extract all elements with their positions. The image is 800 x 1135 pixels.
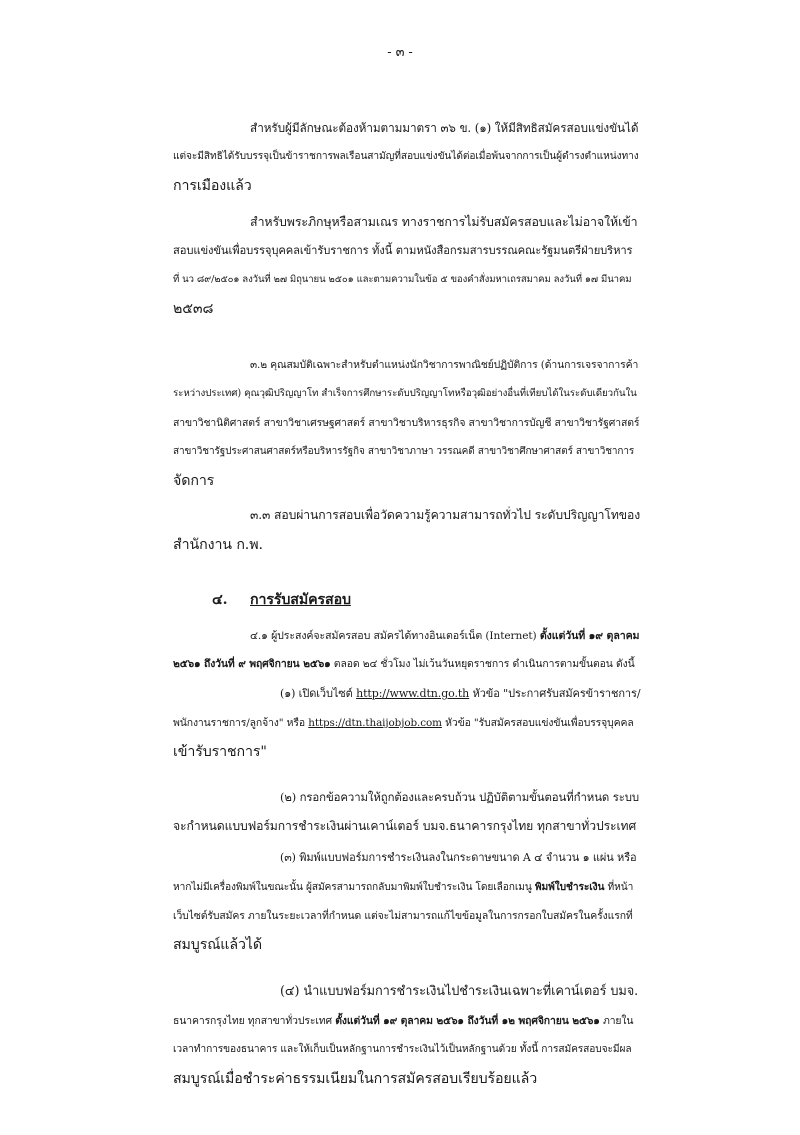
item41-line1-date: ตั้งแต่วันที่ ๑๙ ตุลาคม: [539, 630, 640, 642]
para1-line1: สำหรับผู้มีลักษณะต้องห้ามตามมาตรา ๓๖ ข. (๑) ให้มีสิทธิสมัครสอบแข่งขันได้: [250, 121, 639, 135]
step4-line2-text: ธนาคารกรุงไทย ทุกสาขาทั่วประเทศ: [173, 1015, 333, 1027]
step1-line3: เข้ารับราชการ": [173, 744, 267, 760]
para1-line3: การเมืองแล้ว: [173, 178, 252, 194]
step4-line2: [173, 1011, 633, 1031]
section-number: ๔.: [212, 592, 228, 608]
section-title: การรับสมัครสอบ: [250, 592, 351, 608]
step4-line2-dates: ตั้งแต่วันที่ ๑๙ ตุลาคม ๒๕๖๑ ถึงวันที่ ๑๒ พฤศจิกายน ๒๕๖๑: [335, 1015, 600, 1027]
para3-line3: สาขาวิชานิติศาสตร์ สาขาวิชาเศรษฐศาสตร์ สาขาวิชาบริหารธุรกิจ สาขาวิชาการบัญชี สาขาวิชารัฐศาสตร์: [173, 417, 640, 429]
step1-line2: [173, 713, 634, 733]
para2-line2: สอบแข่งขันเพื่อบรรจุบุคคลเข้ารับราชการ ทั้งนี้ ตามหนังสือกรมสารบรรณคณะรัฐมนตรีฝ่ายบริหาร: [173, 244, 633, 257]
step4-line1: (๔) นำแบบฟอร์มการชำระเงินไปชำระเงินเฉพาะที่เคาน์เตอร์ บมจ.: [280, 984, 639, 999]
step1-line2-prefix: พนักงานราชการ/ลูกจ้าง" หรือ: [173, 717, 306, 729]
step2-line2: จะกำหนดแบบฟอร์มการชำระเงินผ่านเคาน์เตอร์ บมจ.ธนาคารกรุงไทย ทุกสาขาทั่วประเทศ: [173, 819, 637, 833]
step2-line1: (๒) กรอกข้อความให้ถูกต้องและครบถ้วน ปฏิบัติตามขั้นตอนที่กำหนด ระบบ: [280, 790, 640, 804]
step4-line3: เวลาทำการของธนาคาร และให้เก็บเป็นหลักฐานการชำระเงินไว้เป็นหลักฐานด้วย ทั้งนี้ การสมัครสอบจะมีผล: [173, 1044, 632, 1055]
para3-line1: ๓.๒ คุณสมบัติเฉพาะสำหรับตำแหน่งนักวิชาการพาณิชย์ปฏิบัติการ (ด้านการเจรจาการค้า: [250, 359, 639, 371]
thaijobjob-link[interactable]: https://dtn.thaijobjob.com: [308, 717, 442, 729]
step1-topic: หัวข้อ "ประกาศรับสมัครข้าราชการ/: [472, 687, 641, 700]
step3-line2-end: ที่หน้า: [607, 882, 634, 893]
para4-line1: ๓.๓ สอบผ่านการสอบเพื่อวัดความรู้ความสามารถทั่วไป ระดับปริญญาโทของ: [250, 508, 641, 522]
step1-prefix: (๑) เปิดเว็บไซต์: [280, 687, 353, 700]
step3-line1: (๓) พิมพ์แบบฟอร์มการชำระเงินลงในกระดาษขนาด A ๔ จำนวน ๑ แผ่น หรือ: [280, 851, 637, 864]
para2-line3: ที่ นว ๘๙/๒๕๐๑ ลงวันที่ ๒๗ มิถุนายน ๒๕๐๑ และตามความในข้อ ๕ ของคำสั่งมหาเถรสมาคม ลงวันที่ ๑๗ มีนาคม: [173, 274, 632, 285]
dtn-website-link[interactable]: http://www.dtn.go.th: [356, 687, 470, 700]
para3-line2: ระหว่างประเทศ) คุณวุฒิปริญญาโท สำเร็จการศึกษาระดับปริญญาโทหรือวุฒิอย่างอื่นที่เทียบได้ในระดับเดียวกันใน: [173, 388, 637, 399]
step4-line4: สมบูรณ์เมื่อชำระค่าธรรมเนียมในการสมัครสอบเรียบร้อยแล้ว: [173, 1071, 538, 1087]
step4-line2-end: ภายใน: [602, 1015, 634, 1027]
step3-line3: เว็บไซต์รับสมัคร ภายในระยะเวลาที่กำหนด แต่จะไม่สามารถแก้ไขข้อมูลในการกรอกใบสมัครในครั้งแรกที่: [173, 910, 633, 922]
item41-line1-text: ๔.๑ ผู้ประสงค์จะสมัครสอบ สมัครได้ทางอินเตอร์เน็ต (Internet): [250, 630, 537, 642]
para3-line5: จัดการ: [173, 473, 215, 489]
step1-line2-topic: หัวข้อ "รับสมัครสอบแข่งขันเพื่อบรรจุบุคคล: [445, 717, 634, 729]
para3-line4: สาขาวิชารัฐประศาสนศาสตร์หรือบริหารรัฐกิจ สาขาวิชาภาษา วรรณคดี สาขาวิชาศึกษาศาสตร์ สาขาวิชาการ: [173, 446, 635, 457]
item41-line2-text: ตลอด ๒๔ ชั่วโมง ไม่เว้นวันหยุดราชการ ดำเนินการตามขั้นตอน ดังนี้: [333, 658, 635, 670]
page-number: - ๓ -: [387, 45, 413, 60]
step3-line2: [173, 877, 633, 898]
para2-line1: สำหรับพระภิกษุหรือสามเณร ทางราชการไม่รับสมัครสอบและไม่อาจให้เข้า: [250, 214, 638, 229]
para2-line4: ๒๕๓๘: [173, 301, 214, 317]
item41-line2-date: ๒๕๖๑ ถึงวันที่ ๙ พฤศจิกายน ๒๕๖๑: [173, 658, 331, 670]
para1-line2: แต่จะมีสิทธิได้รับบรรจุเป็นข้าราชการพลเรือนสามัญที่สอบแข่งขันได้ต่อเมื่อพ้นจากการเป็นผู้ดำรงตำแหน่งทาง: [173, 151, 639, 162]
item41-line2: [173, 654, 635, 674]
item41-line1: [250, 626, 639, 646]
para4-line2: สำนักงาน ก.พ.: [173, 537, 263, 553]
print-receipt-menu: พิมพ์ใบชำระเงิน: [534, 881, 605, 893]
step3-line4: สมบูรณ์แล้วได้: [173, 937, 262, 953]
step1-line1: [280, 684, 640, 704]
step3-line2-text: หากไม่มีเครื่องพิมพ์ในขณะนั้น ผู้สมัครสามารถกลับมาพิมพ์ใบชำระเงิน โดยเลือกเมนู: [173, 882, 532, 893]
